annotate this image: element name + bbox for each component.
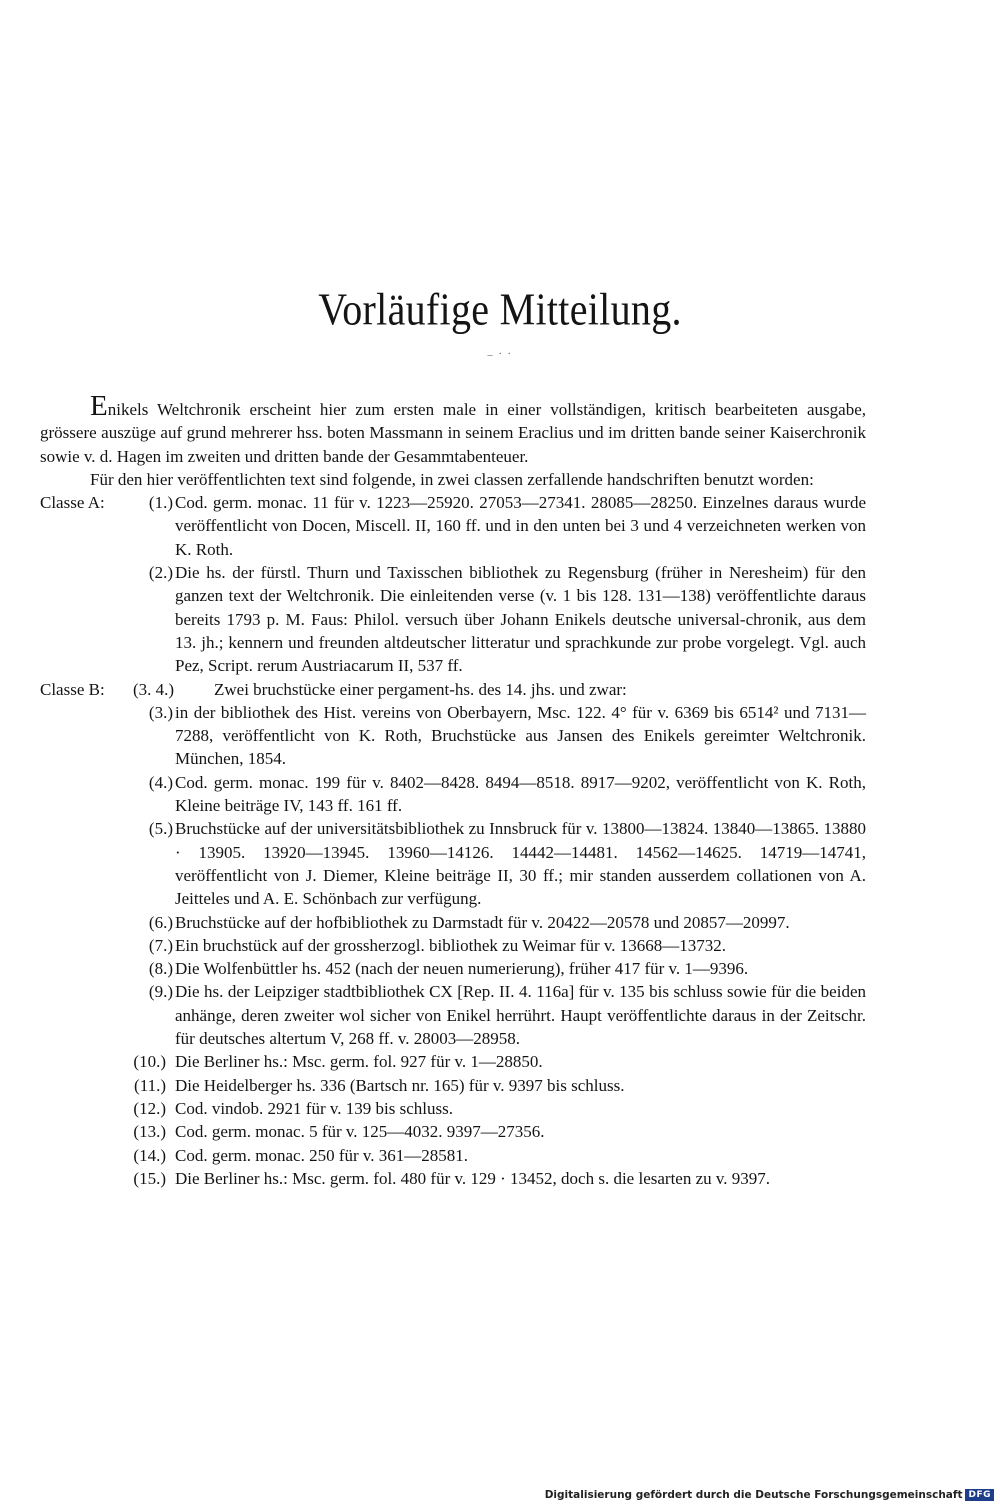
manuscript-list xyxy=(40,491,866,1190)
entry-number: (13.) xyxy=(133,1122,166,1142)
manuscript-entry xyxy=(40,1097,866,1120)
manuscript-entry xyxy=(40,1074,866,1097)
page-title: Vorläufige Mitteilung. xyxy=(318,283,682,335)
entry-text: Zwei bruchstücke einer pergament-hs. des 14. jhs. und zwar: xyxy=(214,679,627,699)
entry-text: Die Berliner hs.: Msc. germ. fol. 927 für v. 1—28850. xyxy=(175,1052,543,1072)
manuscript-entry xyxy=(40,1144,866,1167)
entry-number: (15.) xyxy=(133,1168,166,1188)
intro-text: nikels Weltchronik erscheint hier zum ersten male in einer vollständigen, kritisch bearbeiteten ausgabe, grössere auszüge auf grund mehrerer hss. boten Massmann in seinem Eraclius und im dritten bande seiner Kaiserchronik sowie v. d. Hagen im zweiten und dritten bande der Gesammtabenteuer. xyxy=(40,400,866,466)
title-ornament: _ . . xyxy=(487,346,513,357)
manuscript-entry xyxy=(40,561,866,677)
entry-text: Cod. germ. monac. 199 für v. 8402—8428. 8494—8518. 8917—9202, veröffentlicht von K. Roth, Kleine beiträge IV, 143 ff. 161 ff. xyxy=(175,772,866,816)
entry-text: Cod. vindob. 2921 für v. 139 bis schluss. xyxy=(175,1098,453,1118)
entry-text: Die Heidelberger hs. 336 (Bartsch nr. 165) für v. 9397 bis schluss. xyxy=(175,1075,625,1095)
manuscript-entry xyxy=(40,957,866,980)
class-label: Classe A: xyxy=(40,493,105,513)
entry-text: Die hs. der fürstl. Thurn und Taxisschen bibliothek zu Regensburg (früher in Neresheim) für den ganzen text der Weltchronik. Die einleitenden verse (v. 1 bis 128. 131—138) veröffentlichte daraus bereits 1793 p. M. Faus: Philol. versuch über Johann Enikels deutsche universal-chronik, aus dem 13. jh.; kennern und freunden altdeutscher litteratur und sprachkunde zur probe vorgelegt. Vgl. auch Pez, Script. rerum Austriacarum II, 537 ff. xyxy=(175,563,866,676)
footer-credit xyxy=(545,1489,994,1501)
manuscript-entry xyxy=(40,1167,866,1190)
entry-number: (7.) xyxy=(148,935,173,955)
manuscript-entry xyxy=(40,771,866,818)
entry-number: (6.) xyxy=(148,912,173,932)
entry-text: Bruchstücke auf der hofbibliothek zu Darmstadt für v. 20422—20578 und 20857—20997. xyxy=(175,912,790,932)
intro-paragraph xyxy=(40,390,866,468)
manuscript-entry xyxy=(40,980,866,1050)
manuscript-entry xyxy=(40,1050,866,1073)
entry-number: (3. 4.) xyxy=(133,679,175,699)
manuscript-entry xyxy=(40,934,866,957)
class-label: Classe B: xyxy=(40,679,105,699)
entry-number: (2.) xyxy=(148,563,173,583)
manuscript-entry xyxy=(40,678,866,701)
entry-text: Cod. germ. monac. 11 für v. 1223—25920. 27053—27341. 28085—28250. Einzelnes daraus wurde veröffentlicht von Docen, Miscell. II, 160 ff. und in den unten bei 3 und 4 verzeichneten werken von K. Roth. xyxy=(175,493,866,559)
footer-text: Digitalisierung gefördert durch die Deutsche Forschungsgemeinschaft xyxy=(544,1489,963,1501)
entry-text: Die Wolfenbüttler hs. 452 (nach der neuen numerierung), früher 417 für v. 1—9396. xyxy=(175,959,749,979)
entry-text: Cod. germ. monac. 250 für v. 361—28581. xyxy=(175,1145,469,1165)
entry-number: (14.) xyxy=(133,1145,166,1165)
entry-text: Die Berliner hs.: Msc. germ. fol. 480 für v. 129 · 13452, doch s. die lesarten zu v. 9397. xyxy=(175,1168,771,1188)
entry-text: Die hs. der Leipziger stadtbibliothek CX [Rep. II. 4. 116a] für v. 135 bis schluss sowie für die beiden anhänge, deren zweiter wol sicher von Enikel herrührt. Haupt veröffentlichte daraus in der Zeitschr. für deutsches altertum V, 268 ff. v. 28003—28958. xyxy=(175,982,866,1049)
entry-number: (1.) xyxy=(148,493,173,513)
drop-cap: E xyxy=(90,390,108,422)
manuscript-entry xyxy=(40,911,866,934)
entry-text: Bruchstücke auf der universitätsbibliothek zu Innsbruck für v. 13800—13824. 13840—13865. 13880 · 13905. 13920—13945. 13960—14126. 14442—14481. 14562—14625. 14719—14741, veröffentlicht von J. Diemer, Kleine beiträge II, 30 ff.; mir standen ausserdem collationen von A. Jeitteles und A. E. Schönbach zur verfügung. xyxy=(175,819,866,909)
manuscript-entry xyxy=(40,491,866,561)
manuscript-entry xyxy=(40,1120,866,1143)
document-body xyxy=(40,390,866,1190)
entry-text: Cod. germ. monac. 5 für v. 125—4032. 9397—27356. xyxy=(175,1122,545,1142)
manuscript-entry xyxy=(40,817,866,910)
entry-number: (10.) xyxy=(133,1052,166,1072)
entry-number: (11.) xyxy=(134,1075,166,1095)
entry-number: (8.) xyxy=(148,959,173,979)
entry-number: (3.) xyxy=(148,702,173,722)
entry-number: (9.) xyxy=(148,982,173,1002)
dfg-logo-icon: DFG xyxy=(965,1489,994,1501)
manuscript-entry xyxy=(40,701,866,771)
entry-text: Ein bruchstück auf der grossherzogl. bibliothek zu Weimar für v. 13668—13732. xyxy=(175,935,727,955)
entry-text: in der bibliothek des Hist. vereins von Oberbayern, Msc. 122. 4° für v. 6369 bis 6514² und 7131—7288, veröffentlicht von K. Roth, Bruchstücke aus Jansen des Enikels gereimter Weltchronik. München, 1854. xyxy=(175,702,866,769)
entry-number: (5.) xyxy=(148,819,173,839)
entry-number: (4.) xyxy=(148,772,173,792)
sources-intro-paragraph: Für den hier veröffentlichten text sind folgende, in zwei classen zerfallende handschriften benutzt worden: xyxy=(90,469,814,489)
entry-number: (12.) xyxy=(133,1098,166,1118)
